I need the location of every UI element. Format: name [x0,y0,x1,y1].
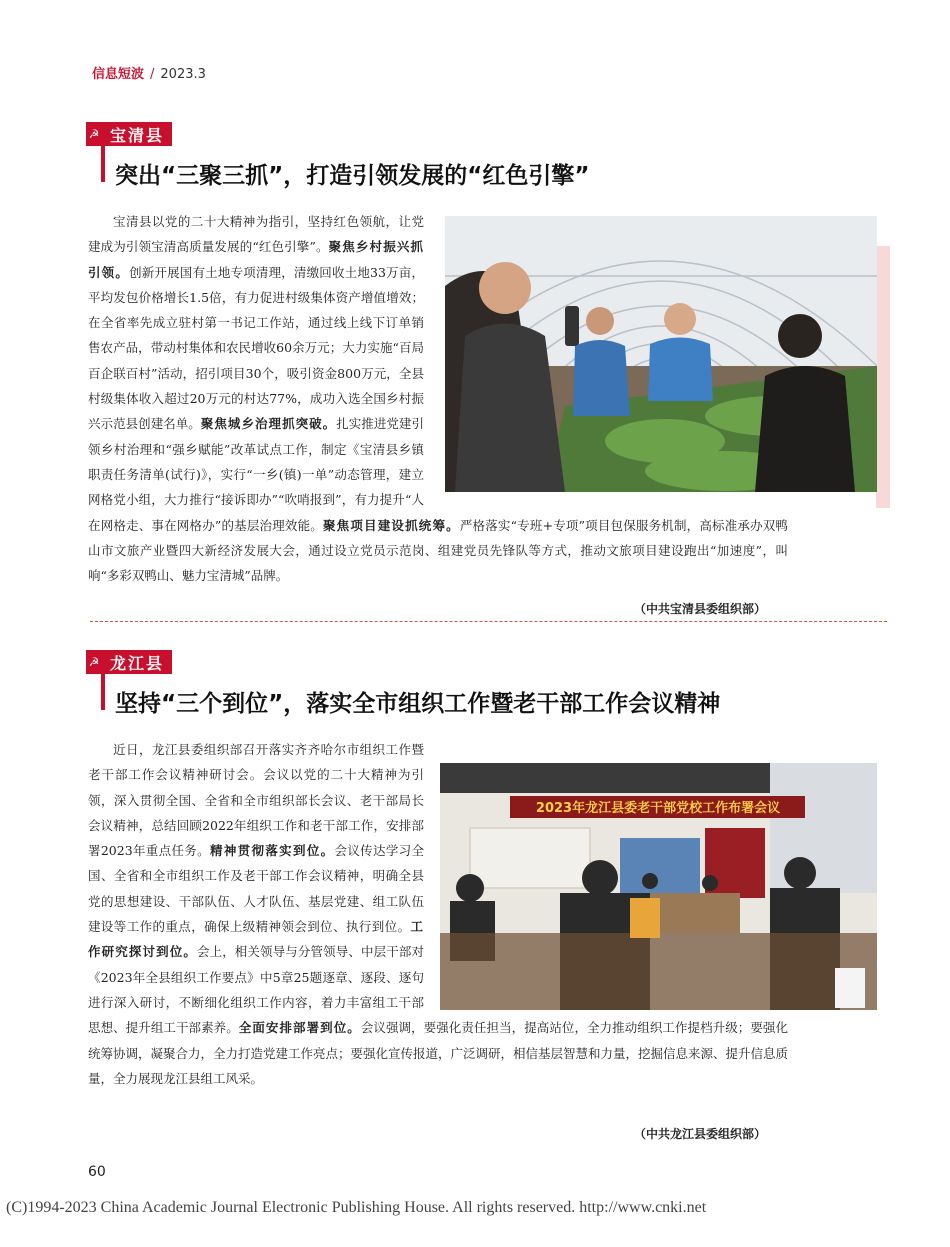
article1-intro: 宝清县以党的二十大精神为指引，坚持红色领航，让党建成为引领宝清高质量发展的“红色引擎”。 [88,214,424,255]
copyright-footer: (C)1994-2023 China Academic Journal Electronic Publishing House. All rights reserved. http://www.cnki.net [6,1199,707,1216]
article1-point-1: 聚焦乡村振兴抓引领。 [88,239,424,280]
article2-point-3: 全面安排部署到位。 [238,1020,361,1036]
article2-point-3-text: 会议强调，要强化责任担当，提高站位，全力推动组织工作提档升级；要强化统筹协调，凝聚合力，全力打造党建工作亮点；要强化宣传报道，广泛调研，相信基层智慧和力量，挖掘信息来源、提升信息质量，全力展现龙江县组工风采。 [88,1020,789,1086]
article2-body [88,737,788,1091]
article1-source: （中共宝清县委组织部） [634,602,767,616]
photo-decoration [876,246,890,508]
article1-point-3: 聚焦项目建设抓统筹。 [322,517,460,533]
article1-point-3-text: 严格落实“专班+专项”项目包保服务机制，高标准承办双鸭山市文旅产业暨四大新经济发展大会，通过设立党员示范岗、组建党员先锋队等方式，推动文旅项目建设跑出“加速度”，叫响“多彩双鸭山、魅力宝清城”品牌。 [88,517,788,584]
article1-point-2: 聚焦城乡治理抓突破。 [200,416,337,432]
article1-point-1-text: 创新开展国有土地专项清理，清缴回收土地33万亩，平均发包价格增长1.5倍，有力促进村级集体资产增值增效；在全省率先成立驻村第一书记工作站，通过线上线下订单销售农产品，带动村集体和农民增收60余万元；大力实施“百局百企联百村”活动，招引项目30个，吸引资金800万元，全县村级集体收入超过20万元的村达77%，成功入选全国乡村振兴示范县创建名单。 [88,264,424,432]
meeting-banner: 2023年龙江县委老干部党校工作布署会议 [535,801,781,816]
article2-point-2: 工作研究探讨到位。 [88,919,424,960]
county-tag-baoqing [86,122,172,146]
running-header [92,63,206,82]
page-number: 60 [88,1164,106,1180]
party-flag-icon: ☭ [88,127,102,141]
article1-body-part1 [88,209,788,588]
title-accent-bar [101,146,105,182]
column-name: 信息短波 [92,67,145,82]
section-divider [90,621,887,622]
header-slash: / [150,67,155,82]
article2-intro: 近日，龙江县委组织部召开落实齐齐哈尔市组织工作暨老干部工作会议精神研讨会。会议以党的二十大精神为引领，深入贯彻全国、全省和全市组织部长会议、老干部局长会议精神，总结回顾2022年组织工作和老干部工作，安排部署2023年重点任务。 [88,742,424,859]
title-accent-bar [101,674,105,710]
county-tag-label: 宝清县 [110,125,165,145]
article-title: 突出“三聚三抓”，打造引领发展的“红色引擎” [115,163,590,189]
article-title: 坚持“三个到位”，落实全市组织工作暨老干部工作会议精神 [115,691,721,717]
county-tag-longjiang [86,650,172,674]
article2-point-1-text: 会议传达学习全国、全省和全市组织工作及老干部工作会议精神，明确全县党的思想建设、干部队伍、人才队伍、基层党建、组工队伍建设等工作的重点，确保上级精神领会到位、执行到位。 [88,843,424,935]
issue-number: 2023.3 [160,67,206,82]
article2-source: （中共龙江县委组织部） [634,1127,767,1141]
article2-point-1: 精神贯彻落实到位。 [209,843,335,859]
article1-point-2-text: 扎实推进党建引领乡村治理和“强乡赋能”改革试点工作，制定《宝清县乡镇职责任务清单(试行)》，实行“一乡(镇)一单”动态管理，建立网格党小组，大力推行“接诉即办”“吹哨报到”，有力提升“人在网格走、事在网格办”的基层治理效能。 [88,416,424,533]
county-tag-label: 龙江县 [110,653,165,673]
article2-point-2-text: 会上，相关领导与分管领导、中层干部对《2023年全县组织工作要点》中5章25题逐章、逐段、逐句进行深入研讨，不断细化组织工作内容，着力丰富组工干部思想、提升组工干部素养。 [88,944,424,1036]
party-flag-icon: ☭ [88,655,102,669]
